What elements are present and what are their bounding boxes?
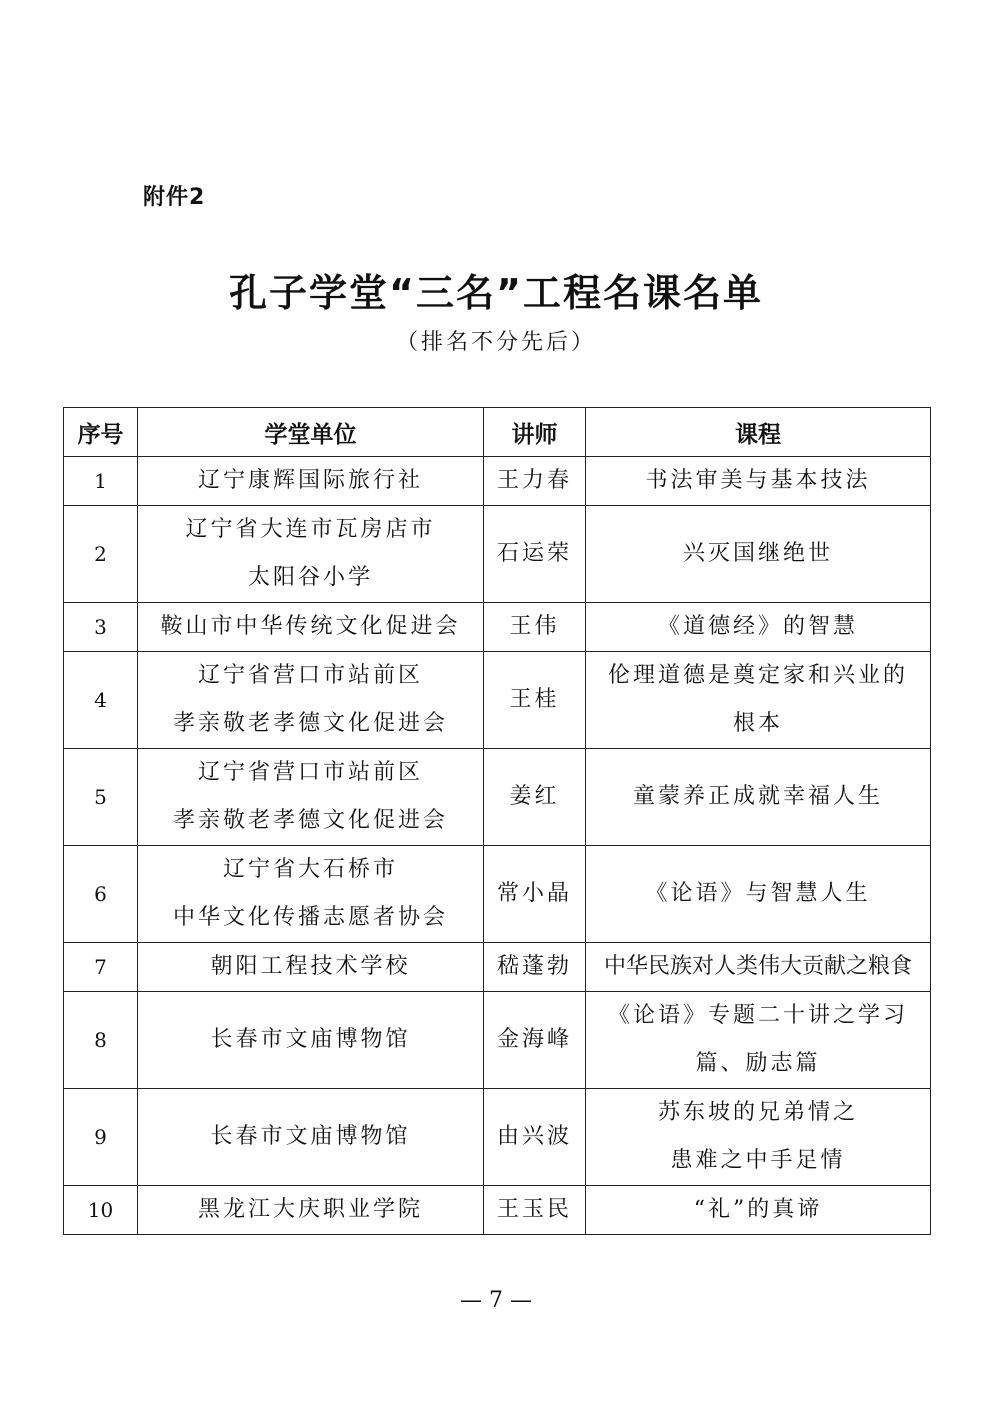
row-course (586, 1089, 931, 1186)
row-unit (138, 846, 484, 943)
table-row (64, 603, 931, 652)
table-row (64, 506, 931, 603)
row-unit (138, 992, 484, 1089)
row-index: 2 (64, 506, 138, 603)
document-title: 孔子学堂“三名”工程名课名单 (229, 271, 763, 315)
table-row (64, 457, 931, 506)
course-line: “礼”的真谛 (693, 1197, 823, 1222)
row-index: 1 (64, 457, 138, 506)
row-course (586, 506, 931, 603)
attachment-label: 附件2 (143, 185, 206, 210)
course-line: 苏东坡的兄弟情之 (657, 1100, 858, 1125)
row-unit (138, 506, 484, 603)
table-row (64, 943, 931, 992)
unit-line: 辽宁省营口市站前区 (197, 760, 423, 785)
table-header-row (64, 408, 931, 457)
course-line: 书法审美与基本技法 (645, 468, 871, 493)
page-number: — 7 — (460, 1288, 532, 1313)
row-course (586, 1186, 931, 1235)
row-course (586, 846, 931, 943)
unit-line: 孝亲敬老孝德文化促进会 (172, 711, 448, 736)
unit-line: 长春市文庙博物馆 (210, 1027, 411, 1052)
table-row (64, 749, 931, 846)
row-unit (138, 943, 484, 992)
header-course: 课程 (586, 408, 931, 457)
row-index: 8 (64, 992, 138, 1089)
unit-line: 鞍山市中华传统文化促进会 (160, 614, 461, 639)
row-index: 10 (64, 1186, 138, 1235)
course-line: 《论语》与智慧人生 (645, 881, 871, 906)
row-lecturer: 石运荣 (484, 506, 586, 603)
row-lecturer: 王玉民 (484, 1186, 586, 1235)
unit-line: 辽宁省大石桥市 (222, 857, 398, 882)
row-lecturer: 由兴波 (484, 1089, 586, 1186)
row-course (586, 457, 931, 506)
unit-line: 孝亲敬老孝德文化促进会 (172, 808, 448, 833)
table-row (64, 1089, 931, 1186)
row-unit (138, 1186, 484, 1235)
course-line: 《道德经》的智慧 (657, 614, 858, 639)
row-course (586, 603, 931, 652)
row-index: 4 (64, 652, 138, 749)
unit-line: 辽宁省大连市瓦房店市 (185, 517, 436, 542)
course-line: 童蒙养正成就幸福人生 (632, 784, 883, 809)
row-unit (138, 603, 484, 652)
row-unit (138, 749, 484, 846)
table-row (64, 992, 931, 1089)
course-line: 中华民族对人类伟大贡献之粮食 (603, 954, 912, 979)
course-line: 伦理道德是奠定家和兴业的 (607, 663, 908, 688)
unit-line: 长春市文庙博物馆 (210, 1124, 411, 1149)
row-index: 9 (64, 1089, 138, 1186)
row-unit (138, 652, 484, 749)
course-line: 篇、励志篇 (695, 1051, 821, 1076)
course-line: 兴灭国继绝世 (682, 541, 833, 566)
row-course (586, 943, 931, 992)
row-lecturer: 姜红 (484, 749, 586, 846)
unit-line: 太阳谷小学 (247, 565, 373, 590)
unit-line: 辽宁省营口市站前区 (197, 663, 423, 688)
row-course (586, 749, 931, 846)
row-course (586, 992, 931, 1089)
unit-line: 中华文化传播志愿者协会 (172, 905, 448, 930)
row-lecturer: 王伟 (484, 603, 586, 652)
unit-line: 朝阳工程技术学校 (210, 954, 411, 979)
table-row (64, 1186, 931, 1235)
row-lecturer: 嵇蓬勃 (484, 943, 586, 992)
unit-line: 辽宁康辉国际旅行社 (197, 468, 423, 493)
header-lecturer: 讲师 (484, 408, 586, 457)
row-index: 3 (64, 603, 138, 652)
header-unit: 学堂单位 (138, 408, 484, 457)
course-table (63, 407, 931, 1235)
row-lecturer: 常小晶 (484, 846, 586, 943)
row-index: 5 (64, 749, 138, 846)
row-unit (138, 457, 484, 506)
document-subtitle: （排名不分先后） (395, 330, 596, 355)
row-lecturer: 王桂 (484, 652, 586, 749)
unit-line: 黑龙江大庆职业学院 (197, 1197, 423, 1222)
row-course (586, 652, 931, 749)
row-index: 6 (64, 846, 138, 943)
row-index: 7 (64, 943, 138, 992)
table-row (64, 846, 931, 943)
row-lecturer: 王力春 (484, 457, 586, 506)
course-line: 《论语》专题二十讲之学习 (607, 1003, 908, 1028)
row-lecturer: 金海峰 (484, 992, 586, 1089)
header-index: 序号 (64, 408, 138, 457)
row-unit (138, 1089, 484, 1186)
table-row (64, 652, 931, 749)
course-line: 患难之中手足情 (670, 1148, 846, 1173)
course-line: 根本 (732, 711, 783, 736)
